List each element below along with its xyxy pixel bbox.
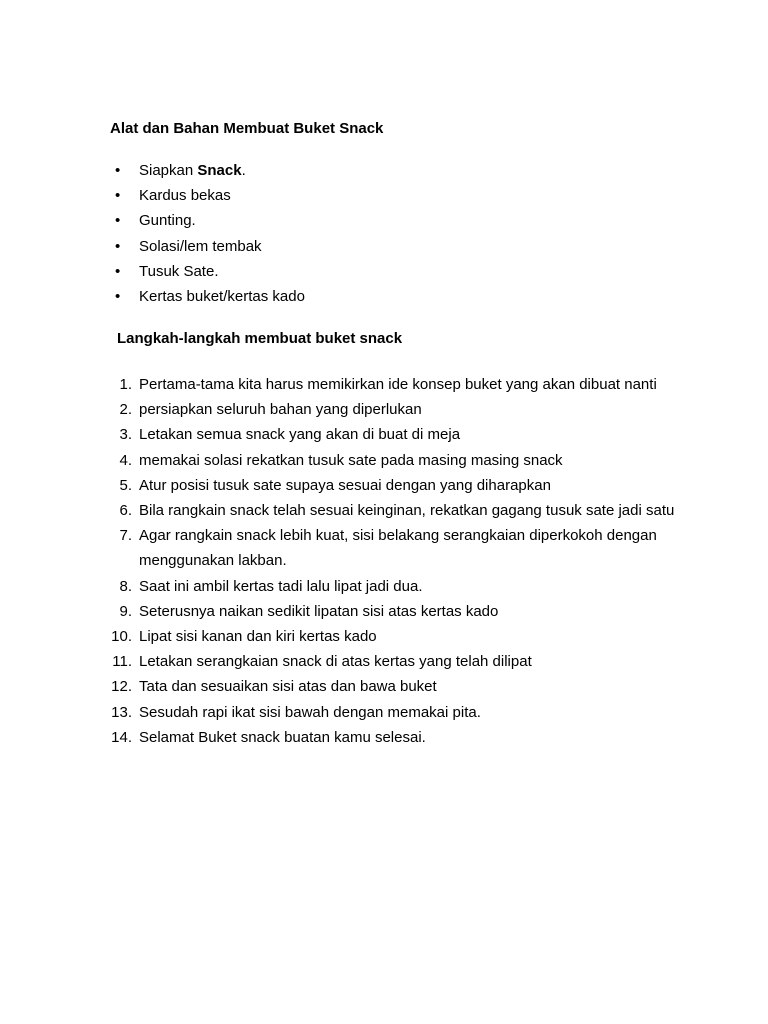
list-item bbox=[0, 288, 700, 313]
list-item-text: Kardus bekas bbox=[139, 187, 231, 205]
list-item bbox=[0, 212, 700, 237]
list-item bbox=[0, 238, 700, 263]
list-item-text: Kertas buket/kertas kado bbox=[139, 287, 305, 305]
step-number: 11. bbox=[112, 653, 132, 671]
steps-title: Langkah-langkah membuat buket snack bbox=[117, 330, 403, 347]
step-text: Saat ini ambil kertas tadi lalu lipat jadi dua. bbox=[139, 577, 423, 595]
step-item bbox=[0, 498, 679, 523]
step-number: 14. bbox=[111, 728, 132, 746]
step-number: 12. bbox=[111, 678, 132, 696]
step-text: Agar rangkain snack lebih kuat, sisi belakang serangkaian diperkokoh dengan menggunakan lakban. bbox=[139, 527, 657, 570]
document-title: Alat dan Bahan Membuat Buket Snack bbox=[110, 120, 384, 137]
bullet-icon: • bbox=[115, 237, 121, 255]
step-text: Sesudah rapi ikat sisi bawah dengan memakai pita. bbox=[139, 703, 481, 721]
step-text: memakai solasi rekatkan tusuk sate pada masing masing snack bbox=[139, 451, 563, 469]
bullet-icon: • bbox=[115, 287, 121, 305]
list-item bbox=[0, 263, 700, 288]
step-number: 13. bbox=[111, 703, 132, 721]
step-item bbox=[0, 700, 679, 725]
step-number: 3. bbox=[119, 426, 132, 444]
step-item bbox=[0, 574, 679, 599]
bullet-icon: • bbox=[115, 262, 121, 280]
step-item bbox=[0, 624, 679, 649]
step-text: Tata dan sesuaikan sisi atas dan bawa buket bbox=[139, 678, 437, 696]
step-number: 4. bbox=[119, 451, 132, 469]
step-number: 10. bbox=[111, 628, 132, 646]
step-text: Seterusnya naikan sedikit lipatan sisi atas kertas kado bbox=[139, 602, 499, 620]
step-number: 2. bbox=[119, 401, 132, 419]
steps-list bbox=[0, 372, 700, 750]
step-number: 1. bbox=[119, 376, 132, 393]
step-item bbox=[0, 649, 679, 674]
step-item bbox=[0, 397, 679, 422]
tools-list bbox=[0, 162, 700, 313]
bullet-icon: • bbox=[115, 187, 121, 205]
step-number: 5. bbox=[119, 476, 132, 494]
step-text: Letakan semua snack yang akan di buat di meja bbox=[139, 426, 461, 444]
step-text: Letakan serangkaian snack di atas kertas yang telah dilipat bbox=[139, 653, 532, 671]
step-number: 6. bbox=[119, 502, 132, 520]
step-item bbox=[0, 473, 679, 498]
list-item bbox=[0, 187, 700, 212]
step-text: Selamat Buket snack buatan kamu selesai. bbox=[139, 728, 426, 746]
list-item-text: Gunting. bbox=[139, 212, 196, 230]
step-item bbox=[0, 599, 679, 624]
bullet-icon: • bbox=[115, 162, 121, 179]
list-item bbox=[0, 162, 700, 187]
step-item bbox=[0, 448, 679, 473]
step-item bbox=[0, 372, 679, 397]
step-item bbox=[0, 422, 679, 447]
step-number: 8. bbox=[119, 577, 132, 595]
step-text: Lipat sisi kanan dan kiri kertas kado bbox=[139, 628, 377, 646]
list-item-text: Tusuk Sate. bbox=[139, 262, 219, 280]
list-item-text: Solasi/lem tembak bbox=[139, 237, 262, 255]
step-text: Pertama-tama kita harus memikirkan ide konsep buket yang akan dibuat nanti bbox=[139, 376, 657, 393]
list-item-text: Siapkan Snack. bbox=[139, 162, 246, 179]
step-item bbox=[0, 674, 679, 699]
step-text: Atur posisi tusuk sate supaya sesuai dengan yang diharapkan bbox=[139, 476, 551, 494]
step-text: persiapkan seluruh bahan yang diperlukan bbox=[139, 401, 422, 419]
step-item bbox=[0, 523, 679, 573]
step-item bbox=[0, 725, 679, 750]
step-number: 9. bbox=[119, 602, 132, 620]
step-text: Bila rangkain snack telah sesuai keinginan, rekatkan gagang tusuk sate jadi satu bbox=[139, 502, 675, 520]
step-number: 7. bbox=[119, 527, 132, 545]
bullet-icon: • bbox=[115, 212, 121, 230]
